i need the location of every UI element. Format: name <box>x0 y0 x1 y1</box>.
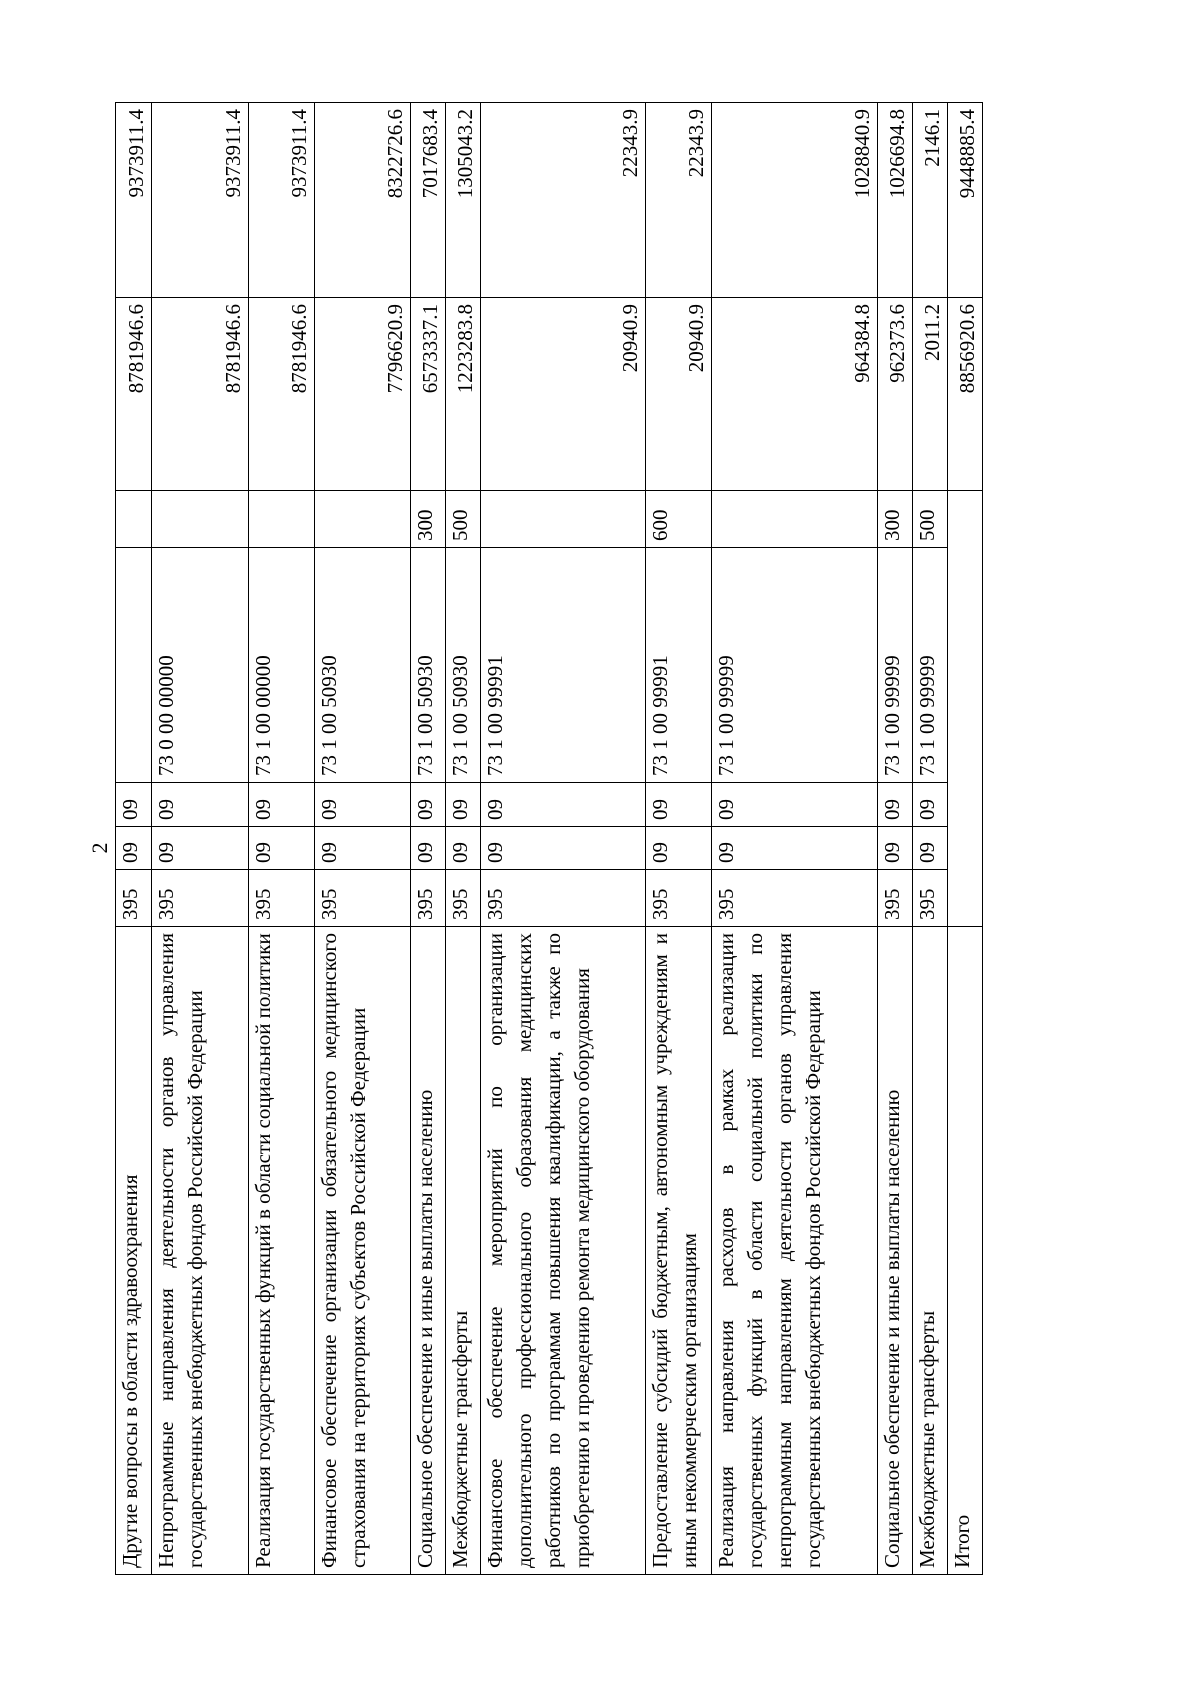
amount-2021: 9373911.4 <box>116 103 152 298</box>
ministry-code: 395 <box>411 870 446 927</box>
table-row <box>248 103 314 1575</box>
expense-type-code <box>151 491 248 548</box>
subsection-code: 09 <box>877 783 913 827</box>
section-code: 09 <box>116 827 152 870</box>
amount-2021: 22343.9 <box>481 103 646 298</box>
total-2020: 8856920.6 <box>948 298 983 491</box>
target-article-code: 73 1 00 50930 <box>446 548 481 783</box>
expense-name: Финансовое обеспечение мероприятий по организации дополнительного профессионального образования медицинских работников по программам повышения квалификации, а также по приобретению и проведению ремонта медицинского оборудования <box>481 927 646 1575</box>
expense-type-code <box>248 491 314 548</box>
table-row <box>151 103 248 1575</box>
section-code: 09 <box>913 827 948 870</box>
expense-name: Реализация государственных функций в области социальной политики <box>248 927 314 1575</box>
target-article-code: 73 1 00 99991 <box>646 548 712 783</box>
amount-2020: 7796620.9 <box>314 298 411 491</box>
target-article-code: 73 1 00 99991 <box>481 548 646 783</box>
target-article-code: 73 1 00 99999 <box>913 548 948 783</box>
expense-name: Непрограммные направления деятельности органов управления государственных внебюджетных фондов Российской Федерации <box>151 927 248 1575</box>
subsection-code: 09 <box>646 783 712 827</box>
subsection-code: 09 <box>116 783 152 827</box>
expense-name: Реализация направления расходов в рамках реализации государственных функций в области социальной политики по непрограммным направлениям деятельности органов управления государственных внебюджетных фондов Российской Федерации <box>712 927 877 1575</box>
amount-2020: 1223283.8 <box>446 298 481 491</box>
ministry-code: 395 <box>877 870 913 927</box>
section-code: 09 <box>877 827 913 870</box>
ministry-code: 395 <box>116 870 152 927</box>
total-2021: 9448885.4 <box>948 103 983 298</box>
amount-2021: 1026694.8 <box>877 103 913 298</box>
amount-2021: 7017683.4 <box>411 103 446 298</box>
expense-type-code <box>116 491 152 548</box>
amount-2020: 964384.8 <box>712 298 877 491</box>
table-row <box>446 103 481 1575</box>
amount-2020: 20940.9 <box>481 298 646 491</box>
expense-type-code <box>712 491 877 548</box>
subsection-code: 09 <box>913 783 948 827</box>
amount-2020: 962373.6 <box>877 298 913 491</box>
page-number: 2 <box>87 842 112 854</box>
expense-type-code: 500 <box>446 491 481 548</box>
section-code: 09 <box>411 827 446 870</box>
expense-name: Финансовое обеспечение организации обязательного медицинского страхования на территориях субъектов Российской Федерации <box>314 927 411 1575</box>
target-article-code: 73 1 00 50930 <box>411 548 446 783</box>
amount-2021: 9373911.4 <box>151 103 248 298</box>
table-row <box>481 103 646 1575</box>
target-article-code: 73 1 00 50930 <box>314 548 411 783</box>
budget-table-container <box>115 103 983 1575</box>
expense-type-code: 300 <box>411 491 446 548</box>
section-code: 09 <box>646 827 712 870</box>
table-row <box>646 103 712 1575</box>
expense-name: Социальное обеспечение и иные выплаты населению <box>411 927 446 1575</box>
subsection-code: 09 <box>314 783 411 827</box>
ministry-code: 395 <box>314 870 411 927</box>
expense-name: Межбюджетные трансферты <box>913 927 948 1575</box>
expense-name: Межбюджетные трансферты <box>446 927 481 1575</box>
target-article-code: 73 0 00 00000 <box>151 548 248 783</box>
table-row <box>877 103 913 1575</box>
ministry-code: 395 <box>248 870 314 927</box>
expense-name: Предоставление субсидий бюджетным, автономным учреждениям и иным некоммерческим организациям <box>646 927 712 1575</box>
total-empty-cell <box>948 491 983 927</box>
amount-2020: 8781946.6 <box>151 298 248 491</box>
total-row <box>948 103 983 1575</box>
amount-2021: 22343.9 <box>646 103 712 298</box>
table-row <box>913 103 948 1575</box>
section-code: 09 <box>446 827 481 870</box>
expense-type-code: 300 <box>877 491 913 548</box>
subsection-code: 09 <box>481 783 646 827</box>
expense-name: Другие вопросы в области здравоохранения <box>116 927 152 1575</box>
amount-2020: 8781946.6 <box>248 298 314 491</box>
amount-2020: 2011.2 <box>913 298 948 491</box>
expense-type-code: 600 <box>646 491 712 548</box>
section-code: 09 <box>151 827 248 870</box>
expense-type-code: 500 <box>913 491 948 548</box>
amount-2021: 8322726.6 <box>314 103 411 298</box>
ministry-code: 395 <box>712 870 877 927</box>
budget-table-body <box>116 103 983 1575</box>
subsection-code: 09 <box>446 783 481 827</box>
expense-name: Социальное обеспечение и иные выплаты населению <box>877 927 913 1575</box>
rotated-table-frame <box>115 103 983 1575</box>
section-code: 09 <box>481 827 646 870</box>
ministry-code: 395 <box>481 870 646 927</box>
subsection-code: 09 <box>248 783 314 827</box>
subsection-code: 09 <box>712 783 877 827</box>
total-label: Итого <box>948 927 983 1575</box>
ministry-code: 395 <box>646 870 712 927</box>
table-row <box>411 103 446 1575</box>
section-code: 09 <box>248 827 314 870</box>
amount-2021: 1028840.9 <box>712 103 877 298</box>
amount-2020: 6573337.1 <box>411 298 446 491</box>
section-code: 09 <box>314 827 411 870</box>
budget-table <box>115 102 983 1575</box>
amount-2021: 2146.1 <box>913 103 948 298</box>
subsection-code: 09 <box>151 783 248 827</box>
amount-2020: 20940.9 <box>646 298 712 491</box>
amount-2020: 8781946.6 <box>116 298 152 491</box>
table-row <box>314 103 411 1575</box>
amount-2021: 9373911.4 <box>248 103 314 298</box>
ministry-code: 395 <box>913 870 948 927</box>
section-code: 09 <box>712 827 877 870</box>
table-row <box>712 103 877 1575</box>
expense-type-code <box>481 491 646 548</box>
table-row <box>116 103 152 1575</box>
expense-type-code <box>314 491 411 548</box>
target-article-code: 73 1 00 99999 <box>712 548 877 783</box>
target-article-code <box>116 548 152 783</box>
ministry-code: 395 <box>151 870 248 927</box>
target-article-code: 73 1 00 99999 <box>877 548 913 783</box>
subsection-code: 09 <box>411 783 446 827</box>
amount-2021: 1305043.2 <box>446 103 481 298</box>
ministry-code: 395 <box>446 870 481 927</box>
target-article-code: 73 1 00 00000 <box>248 548 314 783</box>
